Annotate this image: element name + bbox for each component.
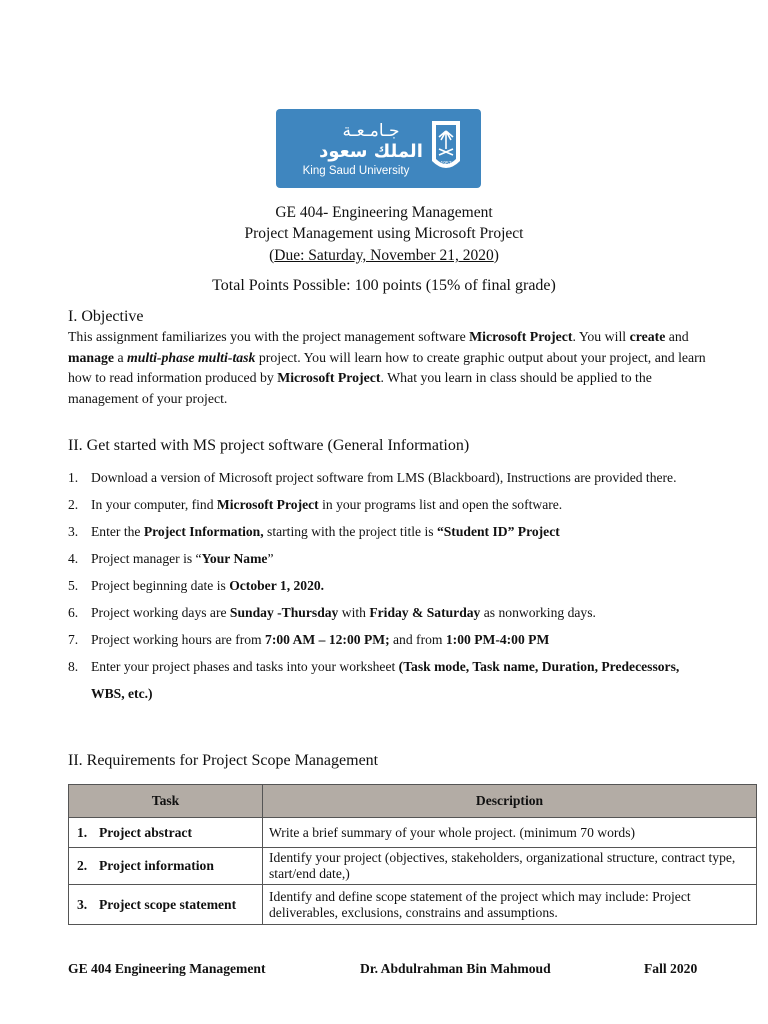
list-bold: (Task mode, Task name, Duration, Predecessors, WBS, etc.) (91, 659, 680, 701)
logo-graphic (276, 109, 481, 188)
list-text: Download a version of Microsoft project software from LMS (Blackboard), Instructions are provided there. (91, 470, 677, 485)
objective-bold: Microsoft Project (277, 370, 381, 385)
task-cell (69, 848, 263, 885)
list-number: 3. (68, 524, 79, 539)
description-column-header: Description (263, 785, 757, 818)
task-number: 3. (77, 896, 88, 912)
list-text: with (338, 605, 370, 620)
list-text: and from (389, 632, 446, 647)
list-item (68, 572, 708, 599)
list-number: 6. (68, 605, 79, 620)
list-text: In your computer, find (91, 497, 217, 512)
description-cell: Identify and define scope statement of the project which may include: Project deliverables, exclusions, constrains and assumptions. (263, 885, 757, 925)
list-text: in your programs list and open the software. (318, 497, 563, 512)
table-row (69, 818, 757, 848)
requirements-table (68, 784, 757, 925)
university-logo (276, 109, 481, 188)
objective-text: . What you learn in class should be applied to the management of your project. (68, 370, 652, 406)
list-bold: Your Name (201, 551, 268, 566)
objective-paragraph (68, 327, 708, 409)
list-bold: Microsoft Project (216, 497, 319, 512)
list-item (68, 626, 708, 653)
list-bold: 7:00 AM – 12:00 PM; (265, 632, 390, 647)
list-bold: 1:00 PM-4:00 PM (445, 632, 550, 647)
list-number: 4. (68, 551, 79, 566)
logo-arabic-line2: الملك سعود (319, 141, 423, 162)
footer-course: GE 404 Engineering Management (68, 961, 266, 976)
due-close-paren: ) (493, 247, 499, 264)
list-item (68, 599, 708, 626)
task-name: Project abstract (99, 824, 192, 840)
task-cell (69, 885, 263, 925)
objective-heading: I. Objective (68, 308, 144, 325)
list-text: Enter the (91, 524, 144, 539)
getstarted-list (68, 464, 708, 707)
objective-bold: Microsoft Project (469, 329, 573, 344)
requirements-heading: II. Requirements for Project Scope Management (68, 752, 379, 769)
footer-instructor: Dr. Abdulrahman Bin Mahmoud (360, 961, 551, 976)
list-item (68, 464, 708, 491)
due-open-paren: ( (269, 247, 275, 264)
list-text: Project manager is “ (91, 551, 202, 566)
list-number: 2. (68, 497, 79, 512)
footer-term: Fall 2020 (644, 961, 698, 976)
task-number: 1. (77, 824, 88, 840)
list-item (68, 653, 708, 707)
list-text: Enter your project phases and tasks into your worksheet (91, 659, 399, 674)
list-text: as nonworking days. (480, 605, 596, 620)
objective-bold-italic: multi-phase multi-task (127, 349, 256, 365)
list-number: 5. (68, 578, 79, 593)
task-column-header: Task (69, 785, 263, 818)
objective-text: This assignment familiarizes you with the project management software (68, 329, 470, 344)
list-text: starting with the project title is (263, 524, 437, 539)
assignment-title: Project Management using Microsoft Project (244, 225, 524, 242)
getstarted-heading: II. Get started with MS project software (General Information) (68, 437, 470, 454)
course-title: GE 404- Engineering Management (275, 204, 493, 221)
list-bold: Friday & Saturday (369, 605, 481, 620)
list-text: Project working hours are from (91, 632, 266, 647)
due-date-line (0, 246, 768, 266)
task-number: 2. (77, 858, 88, 873)
list-bold: Sunday -Thursday (229, 605, 339, 620)
table-row (69, 848, 757, 885)
list-number: 1. (68, 470, 79, 485)
due-date: Due: Saturday, November 21, 2020 (274, 247, 494, 264)
palm-emblem-icon (432, 121, 460, 168)
description-cell: Write a brief summary of your whole project. (minimum 70 words) (263, 818, 757, 848)
logo-arabic-line1: جـامـعـة (342, 121, 400, 141)
total-points: Total Points Possible: 100 points (15% of final grade) (212, 277, 556, 294)
list-bold: Project Information, (143, 524, 264, 539)
task-name: Project scope statement (99, 896, 237, 912)
table-header-row (69, 785, 757, 818)
list-number: 7. (68, 632, 79, 647)
task-name: Project information (99, 858, 214, 873)
list-bold: October 1, 2020. (229, 578, 325, 593)
logo-english-name: King Saud University (302, 165, 410, 177)
objective-text: . You will (572, 329, 630, 344)
task-cell (69, 818, 263, 848)
list-number: 8. (68, 659, 79, 674)
objective-text: a (114, 349, 128, 365)
objective-text: and (665, 329, 689, 344)
logo-year: 1957 (440, 161, 452, 167)
objective-bold: create (629, 329, 666, 344)
description-cell: Identify your project (objectives, stakeholders, organizational structure, contract type, start/end date,) (263, 848, 757, 885)
objective-bold: manage (68, 349, 114, 365)
list-item (68, 518, 708, 545)
list-item (68, 491, 708, 518)
table-row (69, 885, 757, 925)
list-text: Project working days are (91, 605, 230, 620)
list-item (68, 545, 708, 572)
objective-text: project. You will learn how to create graphic output about your project, and learn how to read information produced by (68, 349, 706, 385)
list-bold: “Student ID” Project (436, 524, 560, 539)
list-text: ” (267, 551, 274, 566)
list-text: Project beginning date is (91, 578, 230, 593)
